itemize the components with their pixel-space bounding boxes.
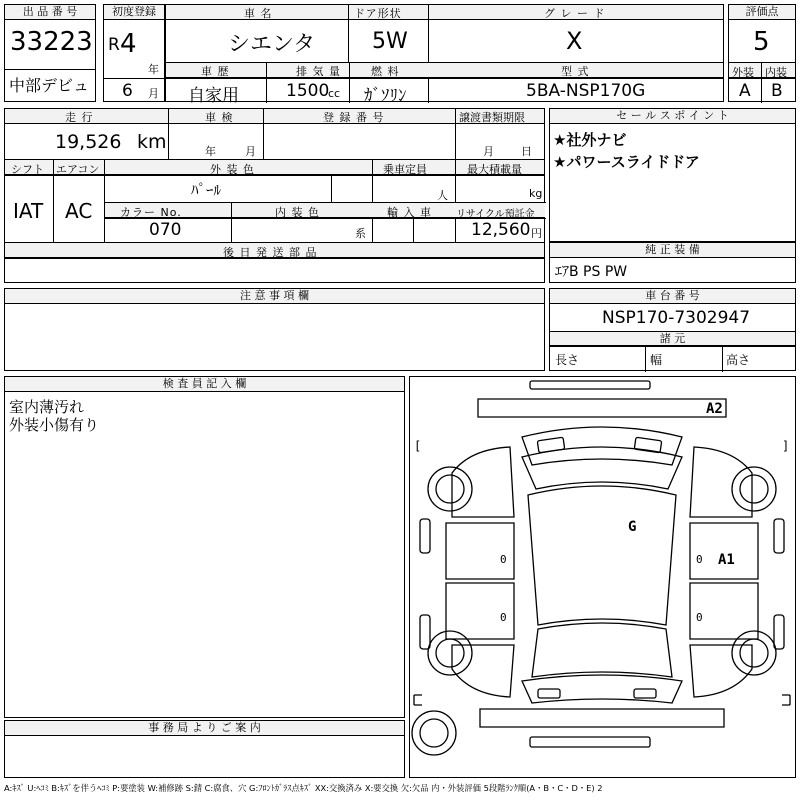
- import-label: 輸 入 車: [387, 206, 432, 219]
- model-label: 型 式: [561, 65, 590, 78]
- sales-point-1: ★社外ナビ: [553, 131, 627, 149]
- ext-color: ﾊﾟｰﾙ: [191, 181, 222, 199]
- car-diagram-box: [409, 376, 796, 778]
- bracket-left: [: [414, 439, 422, 453]
- lot-number-box: [4, 4, 96, 102]
- ext-color-label: 外 装 色: [210, 163, 255, 176]
- zero-mark: 0: [696, 611, 703, 624]
- chassis-number: NSP170-7302947: [602, 308, 751, 328]
- door-label: ドア形状: [354, 7, 402, 20]
- interior-grade: B: [771, 81, 783, 101]
- inspector-label: 検 査 員 記 入 欄: [5, 377, 404, 392]
- int-color-label: 内 装 色: [275, 206, 320, 219]
- width-label: 幅: [650, 353, 663, 367]
- details-box: [4, 108, 545, 283]
- length-label: 長さ: [555, 353, 580, 367]
- color-no-label: カラー No.: [120, 206, 182, 219]
- legend: A:ｷｽﾞ U:ﾍｺﾐ B:ｷｽﾞを伴うﾍｺﾐ P:要塗装 W:補修跡 S:錆 C:腐食、穴 G:ﾌﾛﾝﾄｶﾞﾗｽ点ｷｽﾞ XX:交換済み X:要交換 欠:欠品 内・外装評価 5段階ﾗﾝｸ順(A・B・C・D・E) 2: [4, 783, 603, 793]
- car-diagram: [410, 377, 794, 776]
- first-registration-box: [103, 4, 165, 102]
- transfer-month-unit: 月: [483, 145, 495, 158]
- bracket-right: ]: [782, 439, 790, 453]
- score-label: 評価点: [729, 5, 795, 20]
- year-unit: 年: [148, 63, 160, 76]
- recycle-label: リサイクル預託金: [456, 209, 535, 220]
- notes-box: [4, 288, 545, 371]
- history: 自家用: [188, 86, 239, 106]
- exterior-grade: A: [739, 81, 751, 101]
- transfer-day-unit: 日: [521, 145, 533, 158]
- mark-a2: A2: [706, 401, 723, 417]
- reg-month: 6: [122, 81, 133, 101]
- displacement-label: 排 気 量: [296, 65, 341, 78]
- ac-label: エアコン: [56, 163, 100, 176]
- zero-mark: 0: [696, 553, 703, 566]
- max-load-unit: kg: [529, 187, 543, 200]
- grade-label: グ レ ー ド: [544, 7, 606, 20]
- chassis-label: 車 台 番 号: [550, 289, 795, 304]
- genuine-equipment-label: 純 正 装 備: [550, 243, 795, 258]
- later-parts-label: 後 日 発 送 部 品: [223, 246, 318, 259]
- fuel-label: 燃 料: [371, 65, 400, 78]
- chassis-box: [549, 288, 796, 371]
- first-registration-label: 初度登録: [104, 5, 164, 20]
- score-box: [728, 4, 796, 102]
- height-label: 高さ: [726, 353, 751, 367]
- interior-label: 内装: [765, 66, 787, 79]
- recycle-amount: 12,560: [471, 220, 531, 240]
- inspection-month-unit: 月: [245, 145, 257, 158]
- mark-a1: A1: [718, 552, 735, 568]
- reg-year: 4: [120, 29, 137, 59]
- grade: X: [566, 27, 583, 55]
- office-label: 事 務 局 よ り ご 案 内: [5, 721, 404, 736]
- zero-mark: 0: [500, 553, 507, 566]
- sales-points-box: [549, 108, 796, 242]
- capacity-unit: 人: [437, 189, 448, 202]
- inspector-box: [4, 376, 405, 718]
- inspection-year-unit: 年: [205, 145, 217, 158]
- lot-number: 33223: [10, 27, 93, 57]
- mileage: 19,526: [55, 131, 122, 153]
- notes-label: 注 意 事 項 欄: [5, 289, 544, 304]
- mileage-unit: km: [137, 131, 167, 153]
- int-color-unit: 系: [355, 227, 366, 240]
- max-load-label: 最大積載量: [467, 163, 522, 176]
- era: R: [108, 35, 120, 55]
- month-unit: 月: [148, 87, 160, 100]
- inspector-line-2: 外装小傷有り: [9, 416, 100, 434]
- shift: IAT: [13, 199, 44, 223]
- reg-no-label: 登 録 番 号: [323, 111, 385, 124]
- inspection-label: 車 検: [205, 111, 234, 124]
- transfer-label: 譲渡書類期限: [459, 111, 525, 124]
- zero-mark: 0: [500, 611, 507, 624]
- sales-point-2: ★パワースライドドア: [553, 153, 700, 171]
- ac: AC: [65, 199, 93, 223]
- venue: 中部デビュ: [9, 76, 90, 95]
- genuine-equipment: ｴｱB PS PW: [555, 264, 628, 280]
- score: 5: [753, 27, 770, 57]
- car-name-label: 車 名: [244, 7, 273, 20]
- inspector-line-1: 室内薄汚れ: [9, 398, 85, 416]
- fuel: ｶﾞｿﾘﾝ: [364, 86, 407, 106]
- door-type: 5W: [372, 29, 408, 54]
- displacement-unit: cc: [328, 87, 341, 100]
- model: 5BA-NSP170G: [526, 81, 646, 101]
- specs-label: 諸 元: [550, 332, 795, 346]
- capacity-label: 乗車定員: [383, 163, 427, 176]
- sales-points-label: セ ー ル ス ポ イ ン ト: [550, 109, 795, 124]
- exterior-label: 外装: [732, 66, 754, 79]
- lot-number-label: 出 品 番 号: [5, 5, 95, 20]
- history-label: 車 歴: [201, 65, 230, 78]
- recycle-unit: 円: [531, 227, 542, 240]
- office-box: [4, 720, 405, 778]
- vehicle-info-box: [165, 4, 724, 106]
- shift-label: シフト: [11, 163, 44, 176]
- genuine-equipment-box: [549, 242, 796, 283]
- car-name: シエンタ: [228, 32, 316, 57]
- mark-g: G: [628, 519, 637, 535]
- mileage-label: 走 行: [65, 111, 94, 124]
- displacement: 1500: [286, 81, 330, 101]
- color-no: 070: [149, 220, 182, 240]
